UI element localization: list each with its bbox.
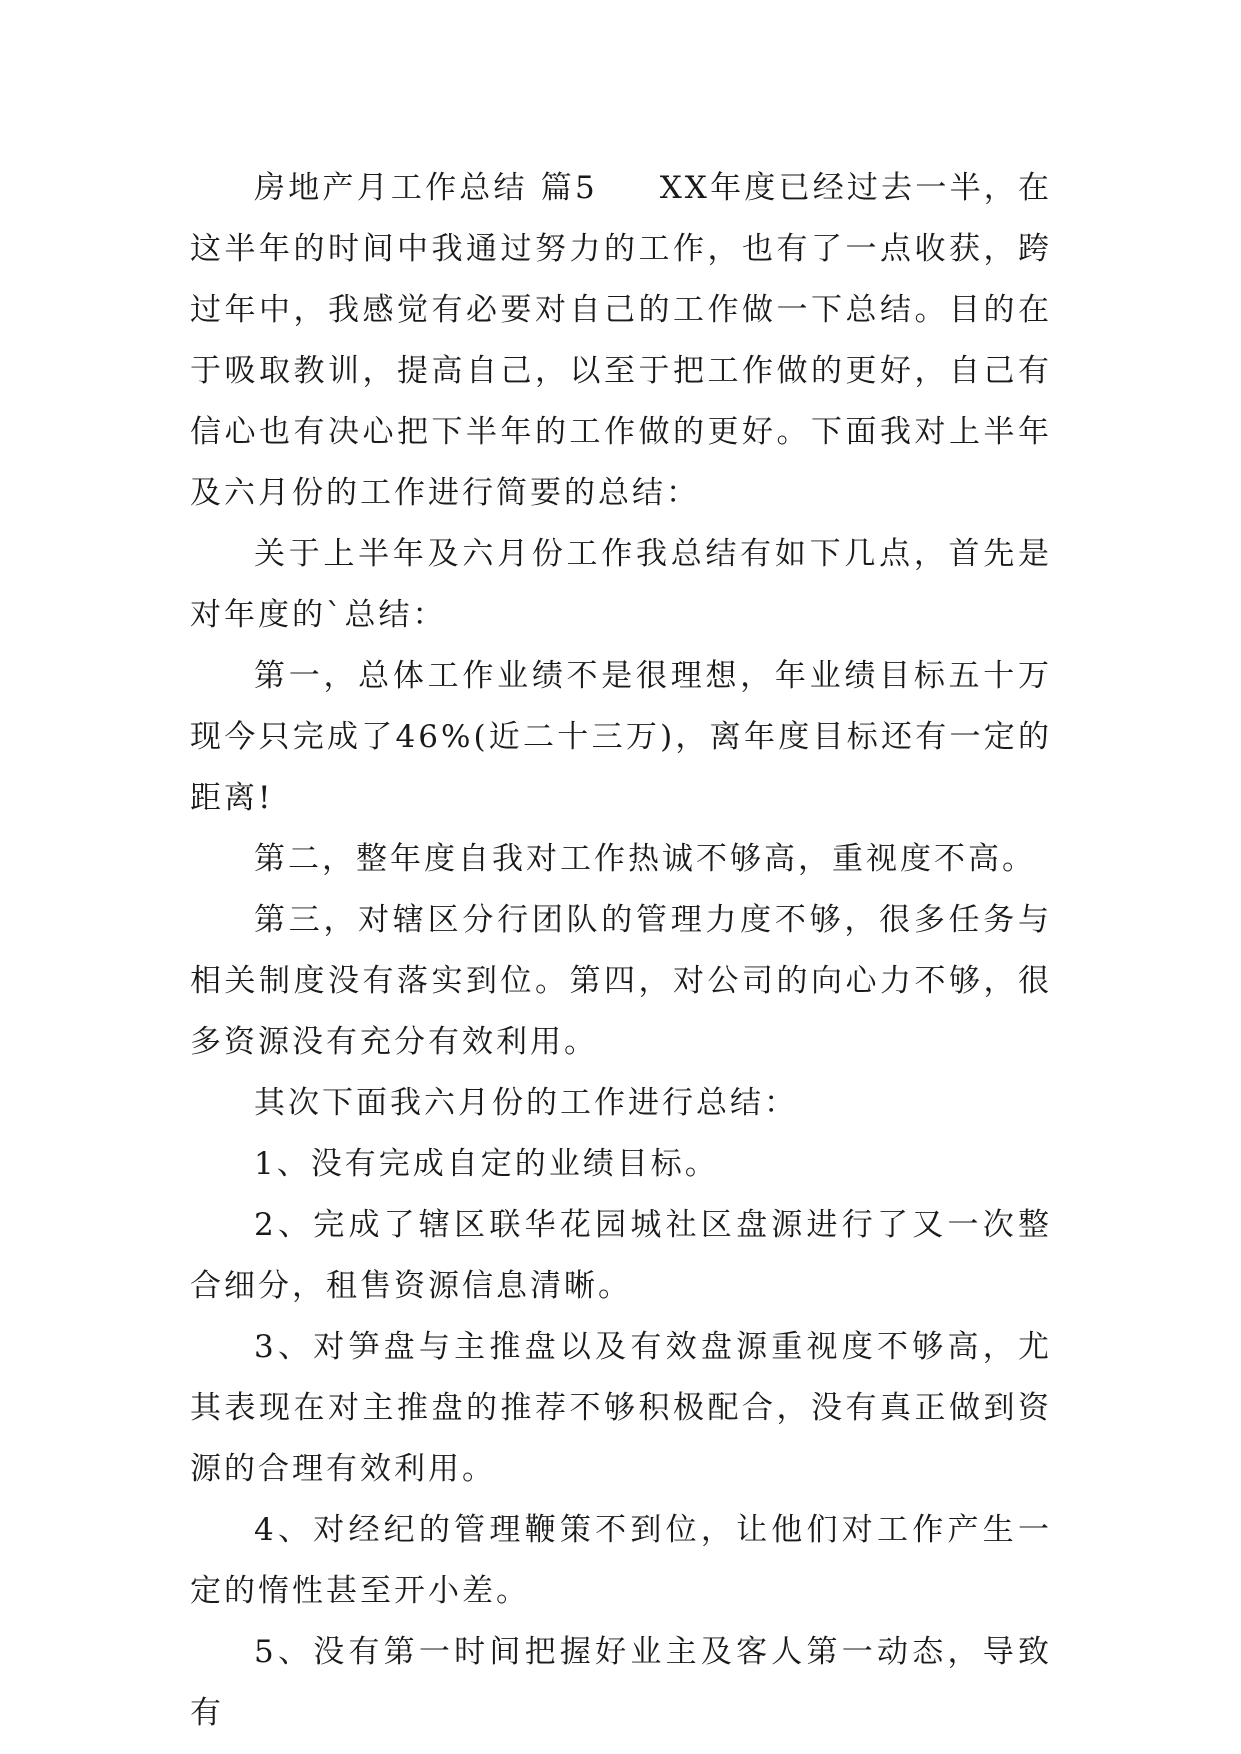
paragraph-june-intro: 其次下面我六月份的工作进行总结： xyxy=(254,1085,798,1121)
paragraph-summary-points: 关于上半年及六月份工作我总结有如下几点，首先是对年度的`总结： xyxy=(190,536,1052,633)
document-title: 房地产月工作总结 篇5 xyxy=(254,170,598,206)
list-item-2: 2、完成了辖区联华花园城社区盘源进行了又一次整合细分，租售资源信息清晰。 xyxy=(190,1207,1052,1304)
document-body xyxy=(190,158,1052,1744)
list-item-5: 5、没有第一时间把握好业主及客人第一动态，导致有 xyxy=(190,1634,1052,1731)
list-item-1: 1、没有完成自定的业绩目标。 xyxy=(254,1146,719,1182)
paragraph-first: 第一，总体工作业绩不是很理想，年业绩目标五十万现今只完成了46%(近二十三万)，离年度目标还有一定的距离! xyxy=(190,658,1052,816)
paragraph-second: 第二，整年度自我对工作热诚不够高，重视度不高。 xyxy=(254,841,1036,877)
list-item-3: 3、对笋盘与主推盘以及有效盘源重视度不够高，尤其表现在对主推盘的推荐不够积极配合，没有真正做到资源的合理有效利用。 xyxy=(190,1329,1052,1487)
paragraph-third-fourth: 第三，对辖区分行团队的管理力度不够，很多任务与相关制度没有落实到位。第四，对公司的向心力不够，很多资源没有充分有效利用。 xyxy=(190,902,1052,1060)
paragraph-text: XX年度已经过去一半，在这半年的时间中我通过努力的工作，也有了一点收获，跨过年中，我感觉有必要对自己的工作做一下总结。目的在于吸取教训，提高自己，以至于把工作做的更好，自己有信心也有决心把下半年的工作做的更好。下面我对上半年及六月份的工作进行简要的总结： xyxy=(190,170,1052,511)
paragraph-intro xyxy=(190,158,1052,524)
list-item-4: 4、对经纪的管理鞭策不到位，让他们对工作产生一定的惰性甚至开小差。 xyxy=(190,1512,1052,1609)
